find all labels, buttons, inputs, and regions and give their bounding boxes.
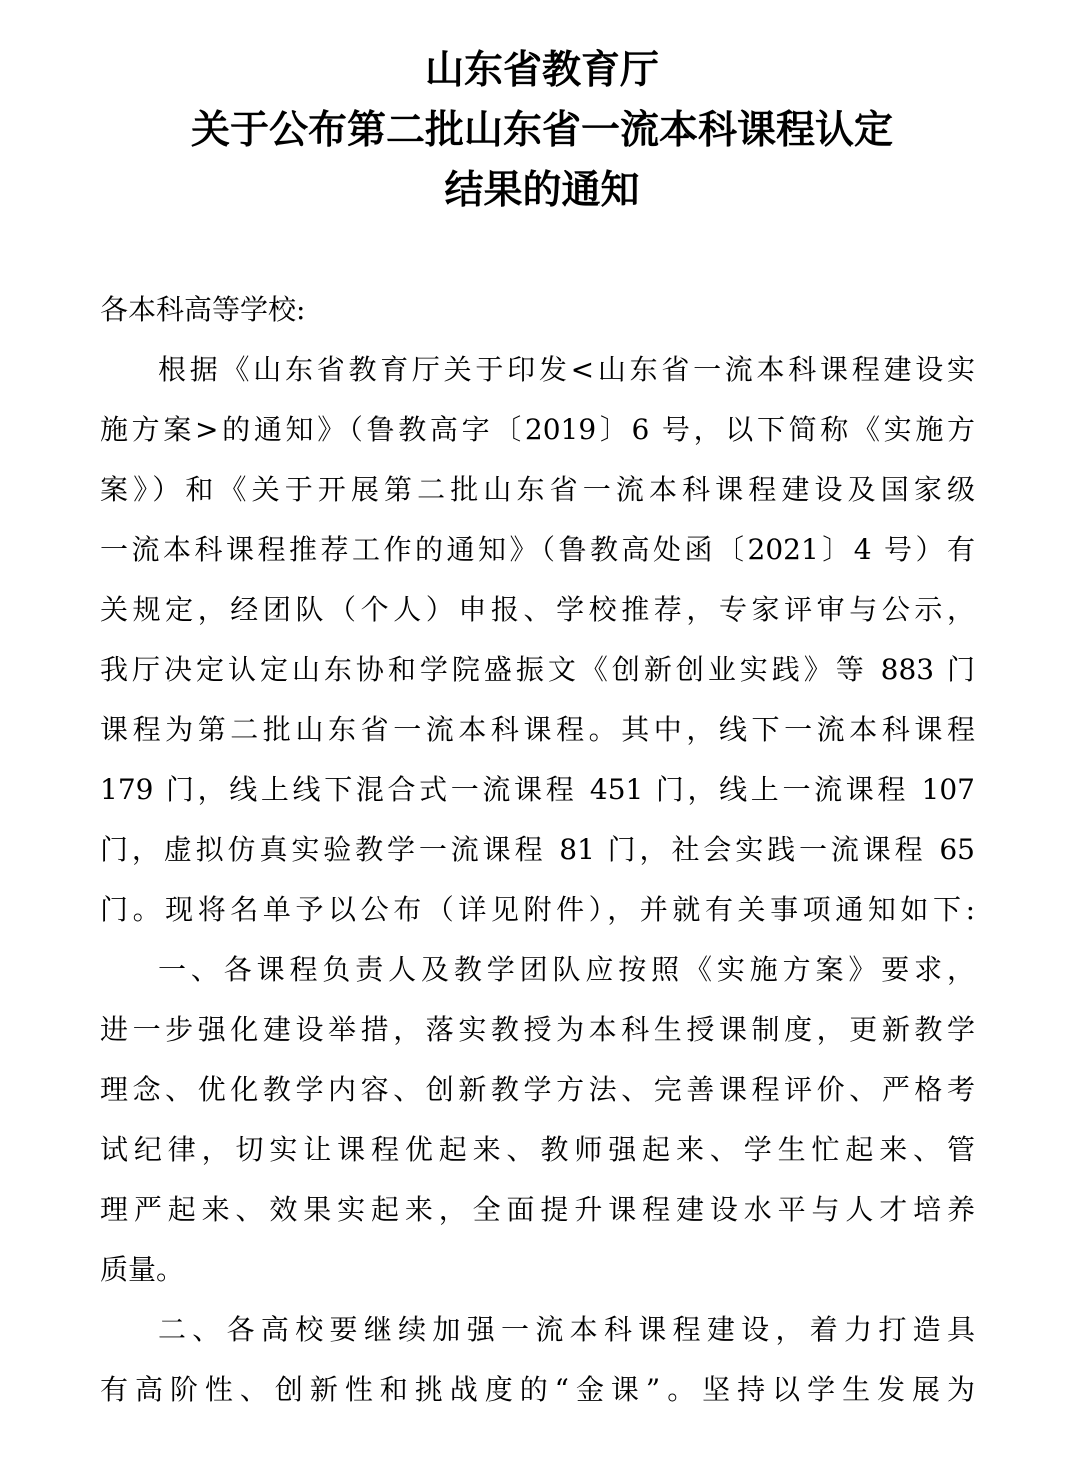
paragraph-1-line: 门。现将名单予以公布（详见附件），并就有关事项通知如下: [100, 893, 975, 926]
paragraph-2-line: 理严起来、效果实起来，全面提升课程建设水平与人才培养 [100, 1193, 975, 1226]
document-body [100, 280, 975, 1420]
paragraph-1-line: 一流本科课程推荐工作的通知》（鲁教高处函〔2021〕4 号）有 [100, 533, 975, 566]
paragraph-2-line: 一、各课程负责人及教学团队应按照《实施方案》要求， [158, 953, 975, 986]
paragraph-1-line: 我厅决定认定山东协和学院盛振文《创新创业实践》等 883 门 [100, 653, 975, 686]
paragraph-1-line: 关规定，经团队（个人）申报、学校推荐，专家评审与公示， [100, 593, 975, 626]
paragraph-3-line: 有高阶性、创新性和挑战度的“金课”。坚持以学生发展为 [100, 1373, 975, 1406]
paragraph-2-line: 质量。 [100, 1253, 185, 1286]
paragraph-1-line: 门，虚拟仿真实验教学一流课程 81 门，社会实践一流课程 65 [100, 833, 975, 866]
paragraph-1-line: 课程为第二批山东省一流本科课程。其中，线下一流本科课程 [100, 713, 975, 746]
document-title [0, 40, 1084, 220]
salutation: 各本科高等学校: [100, 293, 306, 326]
paragraph-3-line: 二、各高校要继续加强一流本科课程建设，着力打造具 [158, 1313, 975, 1346]
paragraph-2-line: 理念、优化教学内容、创新教学方法、完善课程评价、严格考 [100, 1073, 975, 1106]
paragraph-1-line: 根据《山东省教育厅关于印发<山东省一流本科课程建设实 [158, 353, 975, 386]
paragraph-1-line: 案》）和《关于开展第二批山东省一流本科课程建设及国家级 [100, 473, 975, 506]
paragraph-2-line: 试纪律，切实让课程优起来、教师强起来、学生忙起来、管 [100, 1133, 975, 1166]
title-line-subject: 关于公布第二批山东省一流本科课程认定 [190, 107, 893, 153]
paragraph-2-line: 进一步强化建设举措，落实教授为本科生授课制度，更新教学 [100, 1013, 975, 1046]
title-line-issuer: 山东省教育厅 [424, 47, 659, 93]
title-line-subject-end: 结果的通知 [444, 167, 640, 213]
paragraph-1-line: 施方案>的通知》（鲁教高字〔2019〕6 号，以下简称《实施方 [100, 413, 975, 446]
paragraph-1-line: 179 门，线上线下混合式一流课程 451 门，线上一流课程 107 [100, 773, 975, 806]
